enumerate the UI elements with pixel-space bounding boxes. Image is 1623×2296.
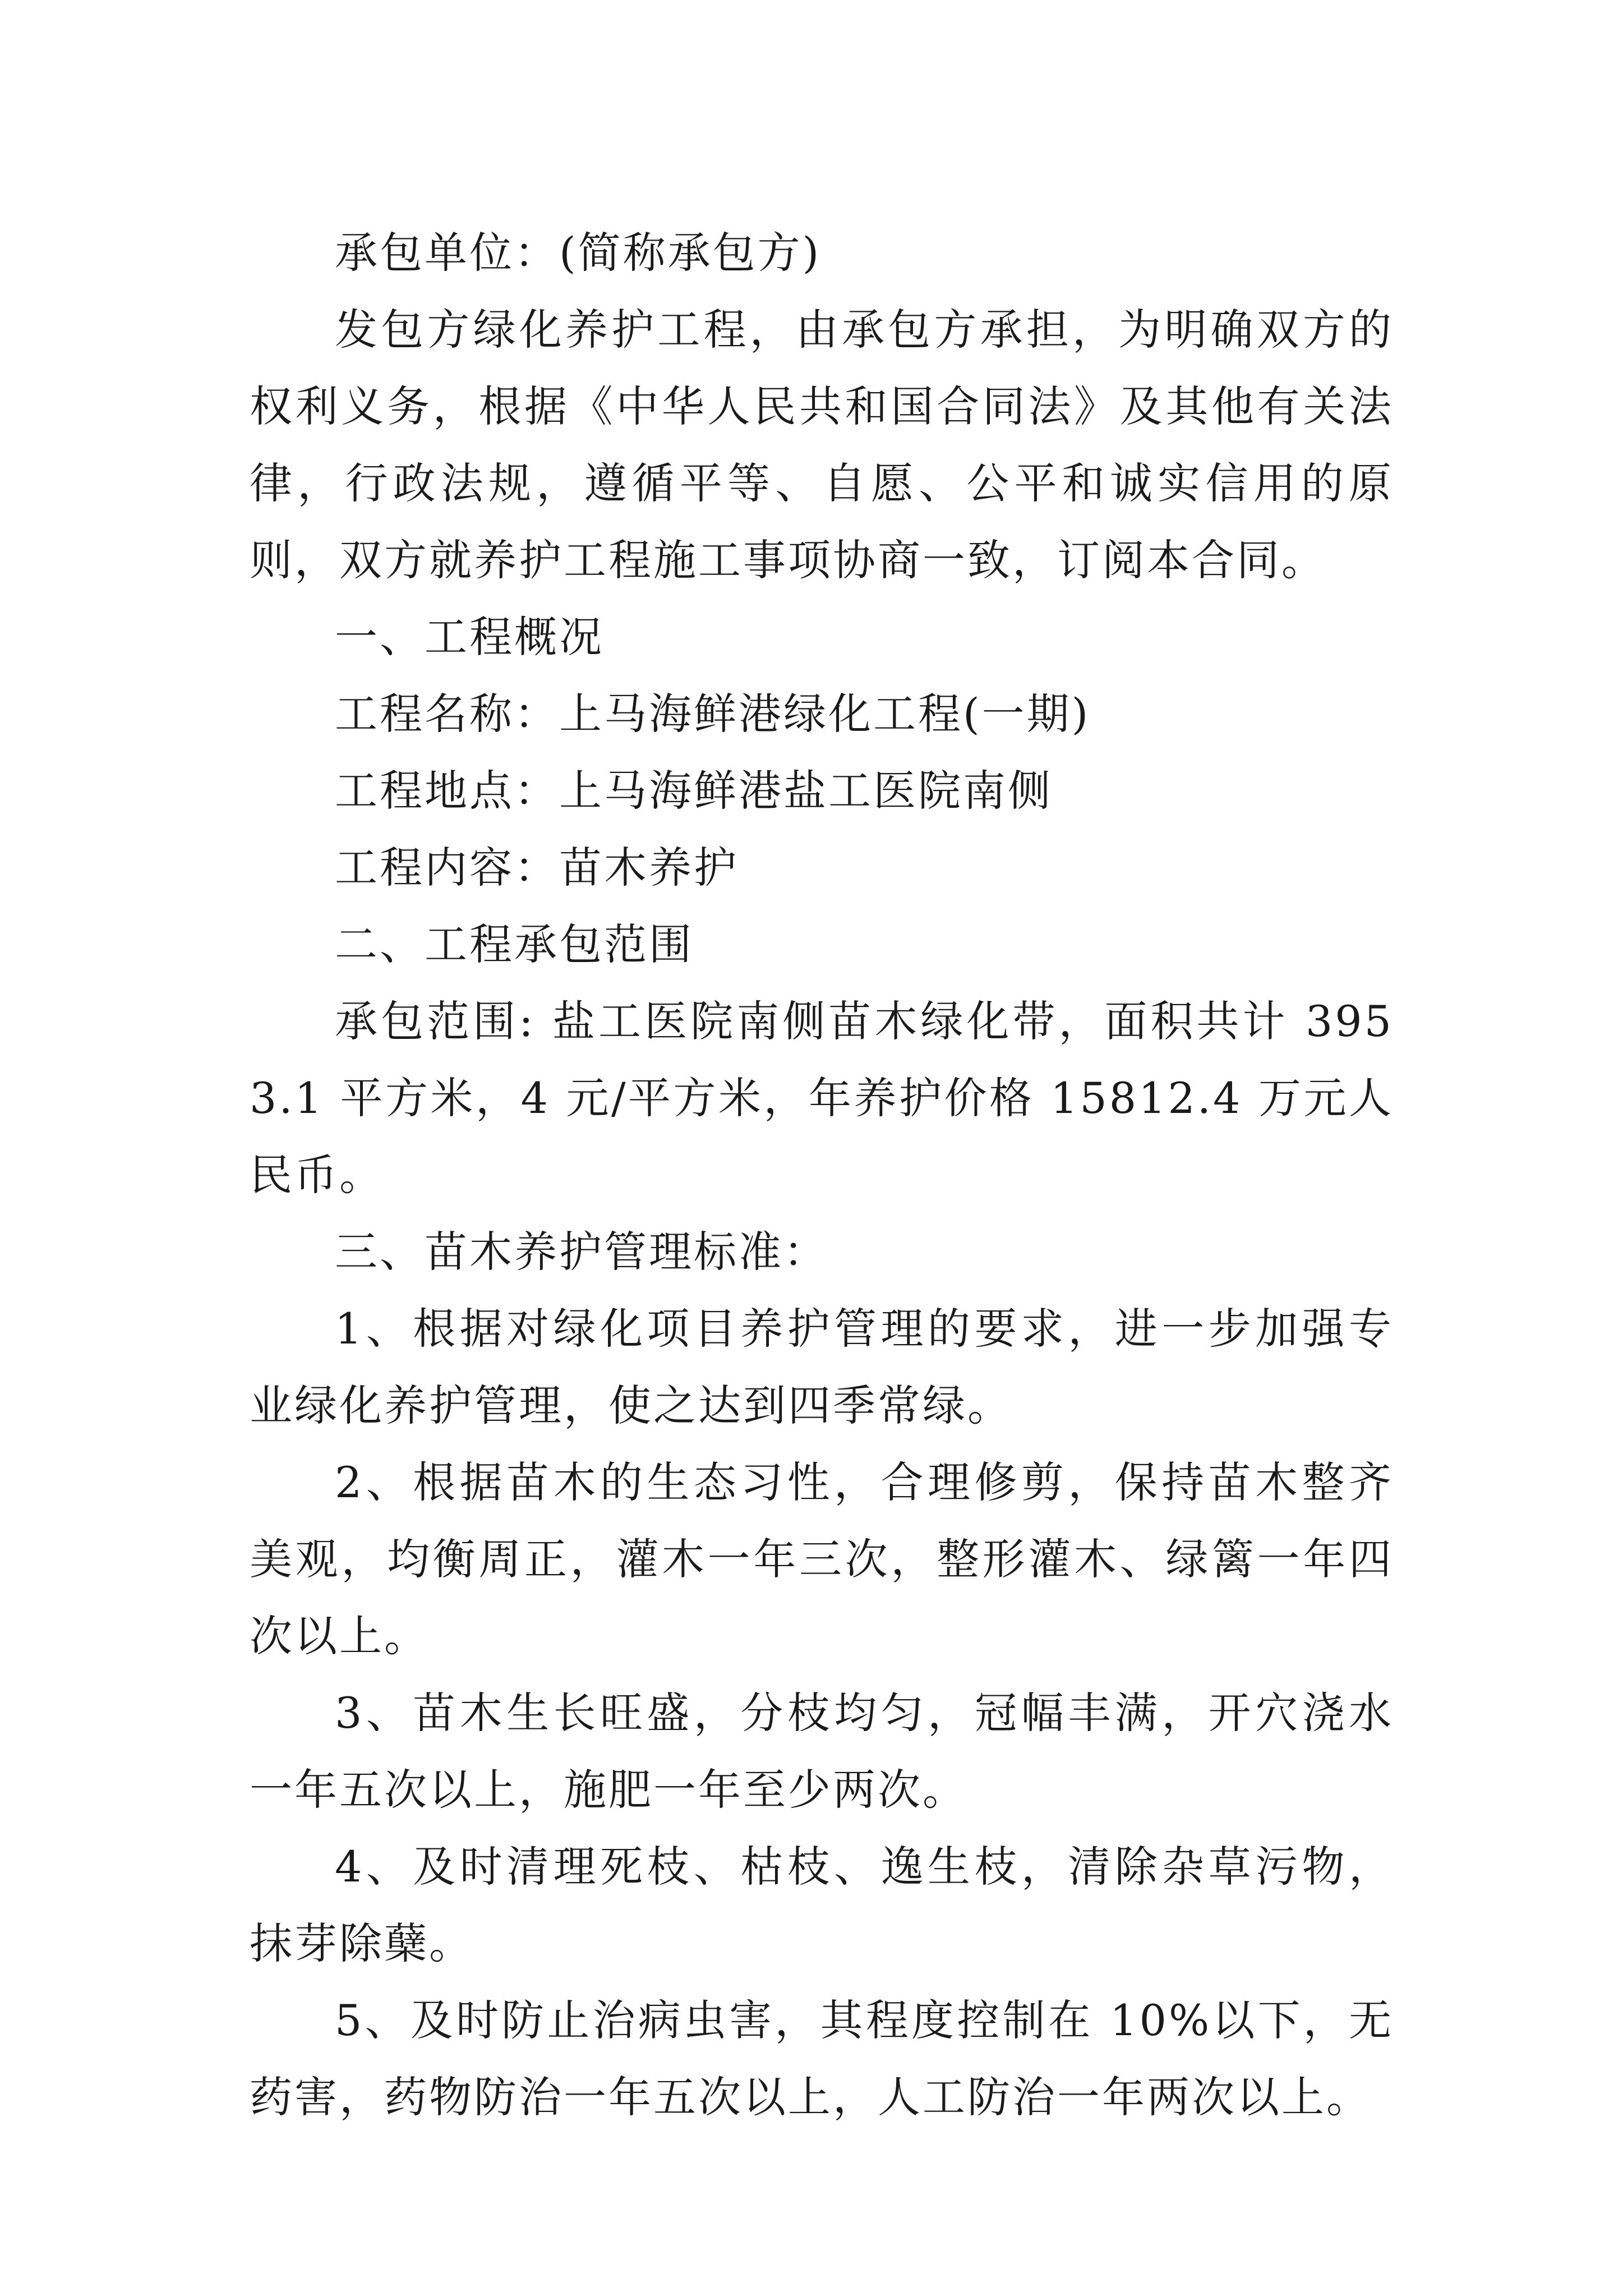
project-content-line: 工程内容：苗木养护 <box>335 843 739 892</box>
standard-item-2: 2、根据苗木的生态习性，合理修剪，保持苗木整齐美观，均衡周正，灌木一年三次，整形灌木、绿篱一年四次以上。 <box>250 1457 1394 1661</box>
section-heading-scope: 二、工程承包范围 <box>335 919 694 969</box>
document-body <box>250 214 1394 2136</box>
standard-item-5: 5、及时防止治病虫害，其程度控制在 10%以下，无药害，药物防治一年五次以上，人工防治一年两次以上。 <box>250 1995 1394 2122</box>
section-heading-overview: 一、工程概况 <box>335 612 604 662</box>
contractor-line: 承包单位：(简称承包方) <box>335 228 822 278</box>
standard-item-4: 4、及时清理死枝、枯枝、逸生枝，清除杂草污物，抹芽除蘖。 <box>250 1842 1394 1968</box>
project-location-line: 工程地点：上马海鲜港盐工医院南侧 <box>335 766 1053 816</box>
section-heading-standards: 三、苗木养护管理标准： <box>335 1227 828 1277</box>
project-name-line: 工程名称：上马海鲜港绿化工程(一期) <box>335 689 1091 739</box>
preamble-paragraph: 发包方绿化养护工程，由承包方承担，为明确双方的权利义务，根据《中华人民共和国合同法》及其他有关法律，行政法规，遵循平等、自愿、公平和诚实信用的原则，双方就养护工程施工事项协商一致，订阅本合同。 <box>250 305 1394 585</box>
standard-item-1: 1、根据对绿化项目养护管理的要求，进一步加强专业绿化养护管理，使之达到四季常绿。 <box>250 1304 1394 1430</box>
scope-paragraph: 承包范围: 盐工医院南侧苗木绿化带，面积共计 3953.1 平方米，4 元/平方米，年养护价格 15812.4 万元人民币。 <box>250 996 1394 1200</box>
standard-item-3: 3、苗木生长旺盛，分枝均匀，冠幅丰满，开穴浇水一年五次以上，施肥一年至少两次。 <box>250 1688 1394 1815</box>
